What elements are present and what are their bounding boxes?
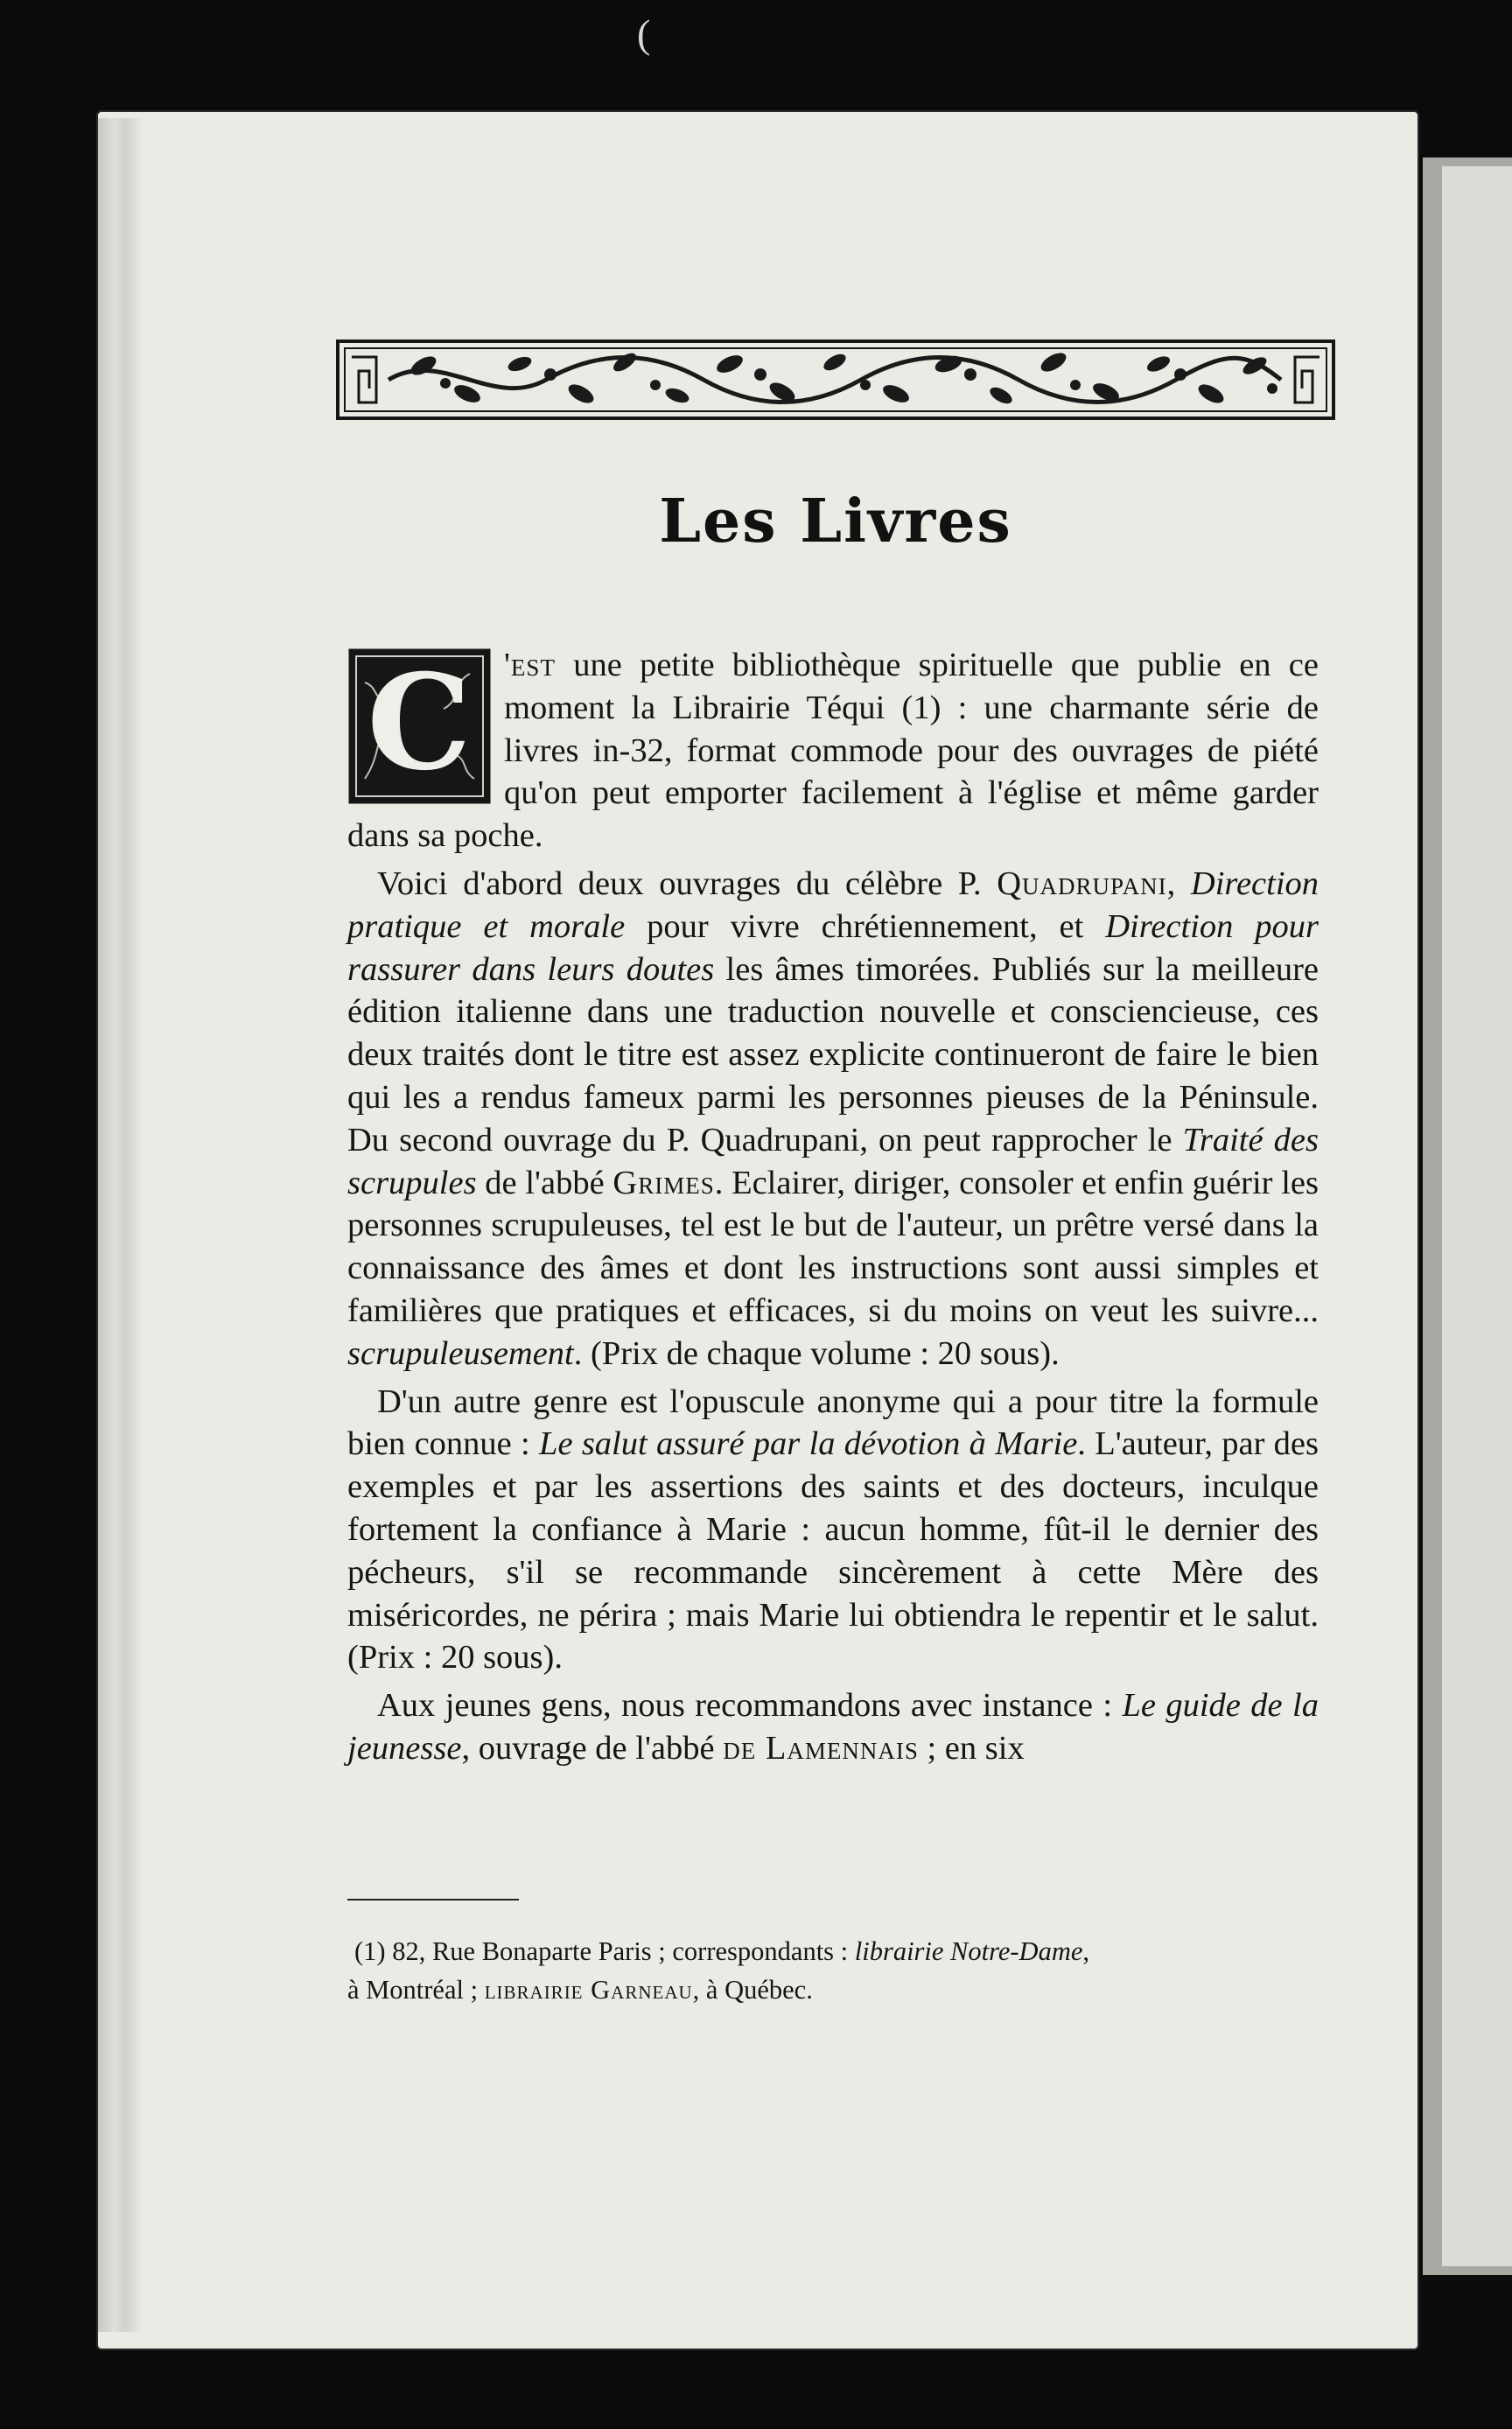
paragraph-3: D'un autre genre est l'opuscule anonyme qui a pour titre la formule bien connue : Le salut assuré par la dévotion à Marie. L'auteur, par des exemples et par les assertions des saints et des docteurs, inculque fortement la confiance à Marie : aucun homme, fût-il le dernier des pécheurs, s'il se recommande sincèrement à cette Mère des miséricordes, ne périra ; mais Marie lui obtiendra le repentir et le salut. (Prix : 20 sous). bbox=[347, 1382, 1319, 1676]
svg-text:C: C bbox=[367, 648, 472, 800]
paragraph-2: Voici d'abord deux ouvrages du célèbre P. Quadrupani, Direction pratique et morale pour vivre chrétiennement, et Direction pour rassurer dans leurs doutes les âmes timorées. Publiés sur la meilleure édition italienne dans une traduction nouvelle et consciencieuse, ces deux traités dont le titre est assez explicite continueront de faire le bien qui les a rendus fameux parmi les personnes pieuses de la Péninsule. Du second ouvrage du P. Quadrupani, on peut rapprocher le Traité des scrupules de l'abbé Grimes. Eclairer, diriger, consoler et enfin guérir les personnes scrupuleuses, tel est le but de l'auteur, un prêtre versé dans la connaissance des âmes et dont les instructions sont aussi simples et familières que pratiques et efficaces, si du moins on veut les suivre... scrupuleusement. (Prix de chaque volume : 20 sous). bbox=[347, 864, 1320, 1372]
page-gutter-shadow bbox=[98, 118, 144, 2332]
adjacent-page bbox=[1442, 166, 1512, 2266]
paragraph-1: 'est une petite bibliothèque spirituelle que publie en ce moment la Librairie Téqui (1) : une charmante série de livres in-32, format commode pour des ouvrages de piété qu'on peut emporter facilement à l'église et même garder dans sa poche. bbox=[347, 647, 1319, 855]
ornamental-dropcap-c bbox=[347, 648, 492, 805]
article-body bbox=[347, 644, 1319, 1770]
footnote-rule bbox=[347, 1899, 519, 1900]
page-edge-mark: ( bbox=[637, 11, 651, 56]
floral-headpiece-ornament bbox=[336, 340, 1335, 420]
footnote-line-1: (1) 82, Rue Bonaparte Paris ; correspondants : librairie Notre-Dame, bbox=[354, 1936, 1090, 1966]
footnote-line-2: à Montréal ; librairie Garneau, à Québec. bbox=[347, 1975, 813, 2005]
page-heading: Les Livres bbox=[659, 486, 1012, 556]
paragraph-4: Aux jeunes gens, nous recommandons avec instance : Le guide de la jeunesse, ouvrage de l'abbé de Lamennais ; en six bbox=[347, 1687, 1319, 1767]
footnote bbox=[347, 1932, 1327, 2009]
